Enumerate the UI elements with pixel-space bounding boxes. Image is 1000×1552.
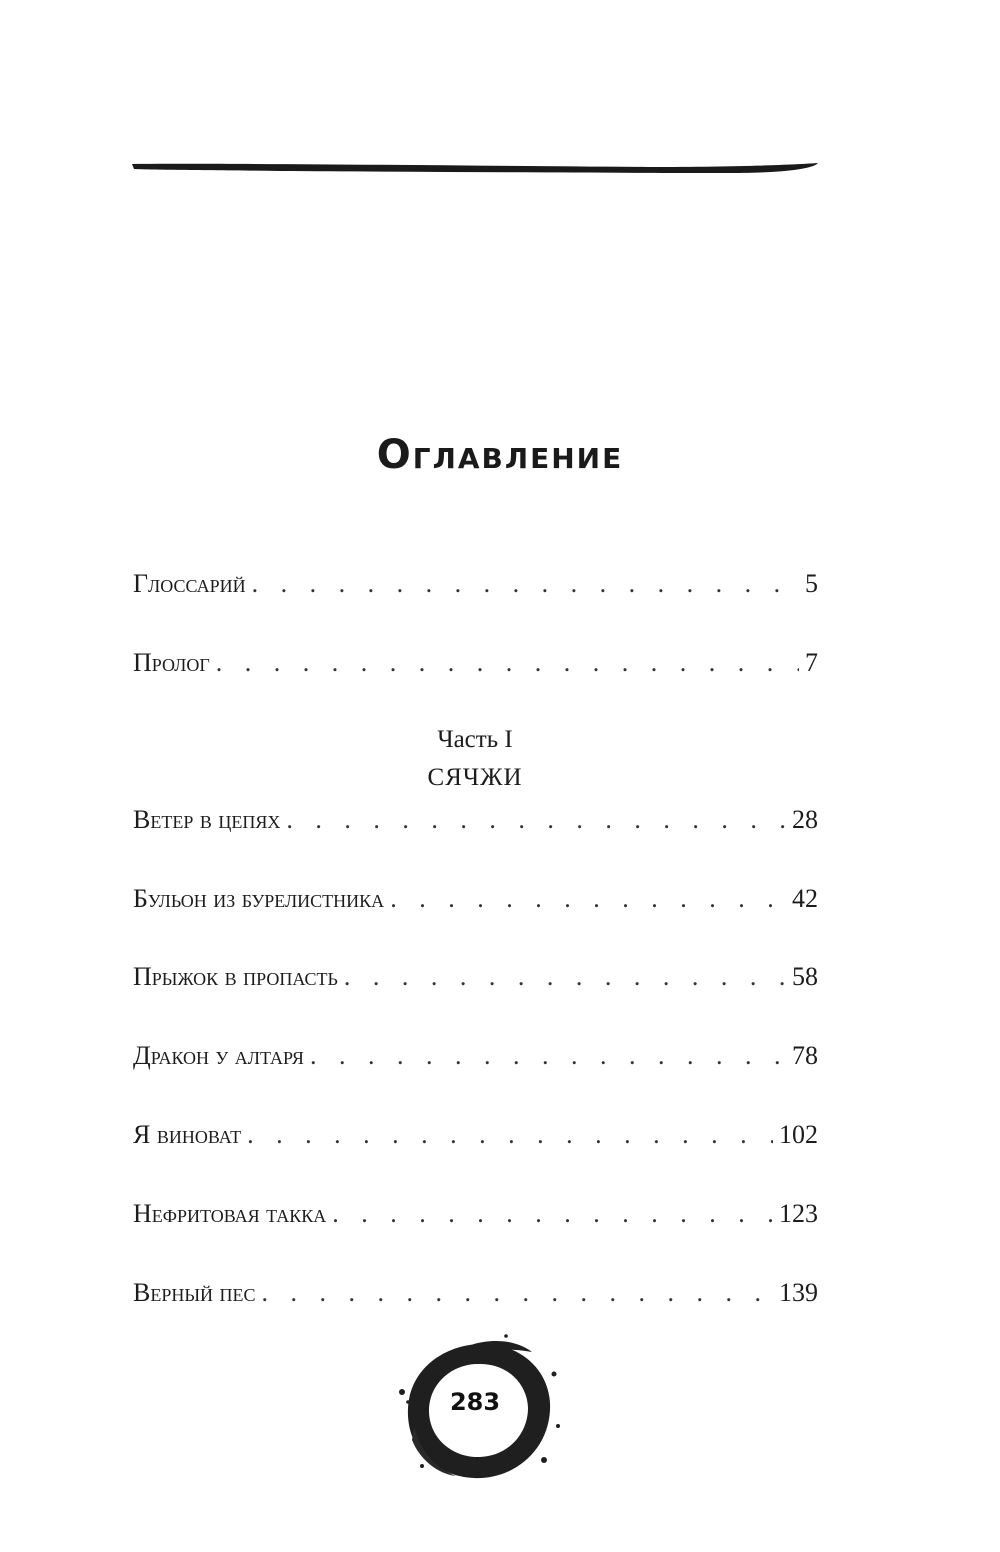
toc-entry-page: 102 bbox=[779, 1120, 818, 1149]
dot-leader bbox=[310, 1038, 786, 1074]
dot-leader bbox=[252, 566, 799, 602]
toc-entry-label: Пролог bbox=[133, 648, 210, 677]
toc-entry[interactable] bbox=[133, 1275, 818, 1311]
toc-entry-page: 139 bbox=[779, 1278, 818, 1307]
toc-entry-label: Я виноват bbox=[133, 1120, 242, 1149]
toc-entry-page: 7 bbox=[805, 648, 818, 677]
toc-entry-label: Бульон из бурелистника bbox=[133, 884, 385, 913]
toc-entry-page: 123 bbox=[779, 1199, 818, 1228]
toc-entry-label: Дракон у алтаря bbox=[133, 1041, 304, 1070]
dot-leader bbox=[262, 1275, 773, 1311]
toc-entry-page: 28 bbox=[792, 805, 818, 834]
part-title: СЯЧЖИ bbox=[427, 764, 523, 791]
toc-entry[interactable] bbox=[133, 1196, 818, 1232]
toc-entry[interactable] bbox=[133, 959, 818, 995]
toc-entry-page: 5 bbox=[805, 569, 818, 598]
toc-entry[interactable] bbox=[133, 1117, 818, 1153]
dot-leader bbox=[216, 645, 799, 681]
toc-entry-label: Глоссарий bbox=[133, 569, 246, 598]
toc-entry[interactable] bbox=[133, 881, 818, 917]
toc-entry-label: Прыжок в пропасть bbox=[133, 962, 338, 991]
toc-entry-label: Ветер в цепях bbox=[133, 805, 281, 834]
toc-entry-page: 42 bbox=[792, 884, 818, 913]
brush-stroke-divider bbox=[130, 156, 820, 180]
toc-entry-page: 78 bbox=[792, 1041, 818, 1070]
toc-entry-label: Нефритовая такка bbox=[133, 1199, 327, 1228]
toc-entry-page: 58 bbox=[792, 962, 818, 991]
dot-leader bbox=[286, 802, 786, 838]
toc-entry-label: Верный пес bbox=[133, 1278, 256, 1307]
dot-leader bbox=[332, 1196, 773, 1232]
toc-entry-prologue[interactable] bbox=[133, 645, 818, 681]
part-number: Часть I bbox=[437, 726, 513, 753]
page-number: 283 bbox=[449, 1388, 501, 1416]
page-title: Оглавление bbox=[376, 432, 624, 478]
toc-entry[interactable] bbox=[133, 802, 818, 838]
dot-leader bbox=[390, 881, 786, 917]
dot-leader bbox=[344, 959, 786, 995]
toc-entry-glossary[interactable] bbox=[133, 566, 818, 602]
toc-entry[interactable] bbox=[133, 1038, 818, 1074]
dot-leader bbox=[247, 1117, 773, 1153]
